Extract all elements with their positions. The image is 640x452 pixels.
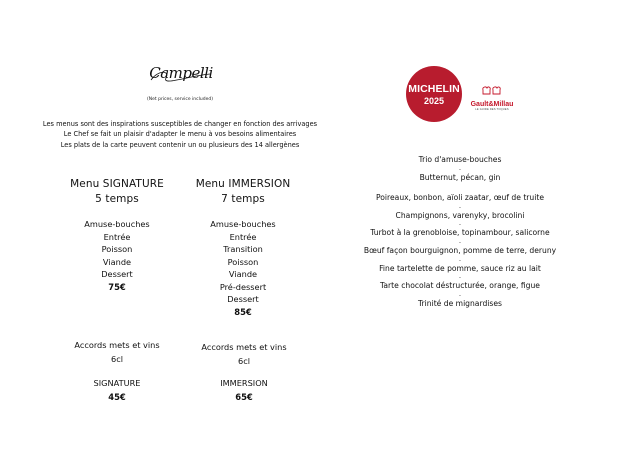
course-item: Transition <box>223 244 263 254</box>
net-prices-note: (Net prices, service included) <box>147 97 213 102</box>
pairing-price: 45€ <box>108 391 126 402</box>
dish-item: Fine tartelette de pomme, sauce riz au lait <box>379 263 541 273</box>
menu-immersion-title: Menu IMMERSION <box>195 178 291 190</box>
dish-item: Tarte chocolat déstructurée, orange, figue <box>380 281 540 291</box>
dish-separator: - <box>458 203 462 211</box>
signature-flourish-icon <box>148 66 214 86</box>
dish-separator: - <box>458 274 462 282</box>
pairing-volume: 6cl <box>238 355 250 366</box>
toques-icon <box>481 85 503 96</box>
intro-line: Le Chef se fait un plaisir d'adapter le menu à vos besoins alimentaires <box>63 130 297 139</box>
menu-immersion-subtitle: 7 temps <box>221 192 265 205</box>
signature-text: Campelli <box>149 64 213 82</box>
dish-item: Bœuf façon bourguignon, pomme de terre, deruny <box>363 245 557 255</box>
course-item: Dessert <box>227 294 259 304</box>
pairing-signature <box>74 339 159 404</box>
dish-separator: - <box>458 256 462 264</box>
pairing-name: IMMERSION <box>220 378 268 389</box>
michelin-year: 2025 <box>423 95 445 106</box>
dish-item: Trio d'amuse-bouches <box>418 155 502 164</box>
intro-line: Les menus sont des inspirations susceptibles de changer en fonction des arrivages <box>42 120 318 128</box>
dish-separator: - <box>458 238 462 246</box>
dish-item: Butternut, pécan, gin <box>419 172 501 182</box>
menu-signature <box>70 177 164 294</box>
pairing-price: 65€ <box>235 391 253 402</box>
course-item: Pré-dessert <box>219 281 267 292</box>
course-item: Viande <box>228 269 258 279</box>
pairing-immersion <box>201 341 286 404</box>
menu-immersion-price: 85€ <box>234 306 252 317</box>
menu-immersion <box>196 177 291 319</box>
dish-item: Champignons, varenyky, brocolini <box>395 210 525 220</box>
intro-line: Les plats de la carte peuvent contenir un ou plusieurs des 14 allergènes <box>60 140 300 149</box>
menu-signature-price: 75€ <box>108 281 126 292</box>
course-item: Viande <box>102 256 132 267</box>
gaultmillau-subtitle: LE GUIDE DES TOQUES <box>475 108 509 111</box>
dish-item: Turbot à la grenobloise, topinambour, salicorne <box>370 228 550 238</box>
course-item: Poisson <box>227 256 259 267</box>
menu-signature-subtitle: 5 temps <box>95 192 139 205</box>
course-item: Entrée <box>103 231 131 242</box>
course-item: Entrée <box>229 231 257 242</box>
dish-separator: - <box>458 221 462 229</box>
dish-list <box>364 154 556 310</box>
pairing-name: SIGNATURE <box>93 378 141 389</box>
michelin-label: MICHELIN <box>408 82 460 95</box>
dish-item: Poireaux, bonbon, aïoli zaatar, œuf de truite <box>375 193 545 203</box>
dish-item: Trinité de mignardises <box>418 298 502 308</box>
course-item: Dessert <box>101 269 133 279</box>
pairing-title: Accords mets et vins <box>74 340 160 350</box>
pairing-title: Accords mets et vins <box>201 342 287 352</box>
gaultmillau-logo <box>470 83 514 111</box>
dish-separator: - <box>458 165 462 173</box>
dish-separator: - <box>458 291 462 299</box>
michelin-badge <box>406 66 462 122</box>
menu-signature-title: Menu SIGNATURE <box>70 178 164 190</box>
gaultmillau-name: Gault&Millau <box>470 101 514 108</box>
course-item: Amuse-bouches <box>210 219 276 229</box>
pairing-volume: 6cl <box>111 353 123 364</box>
intro-block <box>43 119 317 150</box>
course-item: Amuse-bouches <box>84 219 150 229</box>
course-item: Poisson <box>101 244 133 254</box>
